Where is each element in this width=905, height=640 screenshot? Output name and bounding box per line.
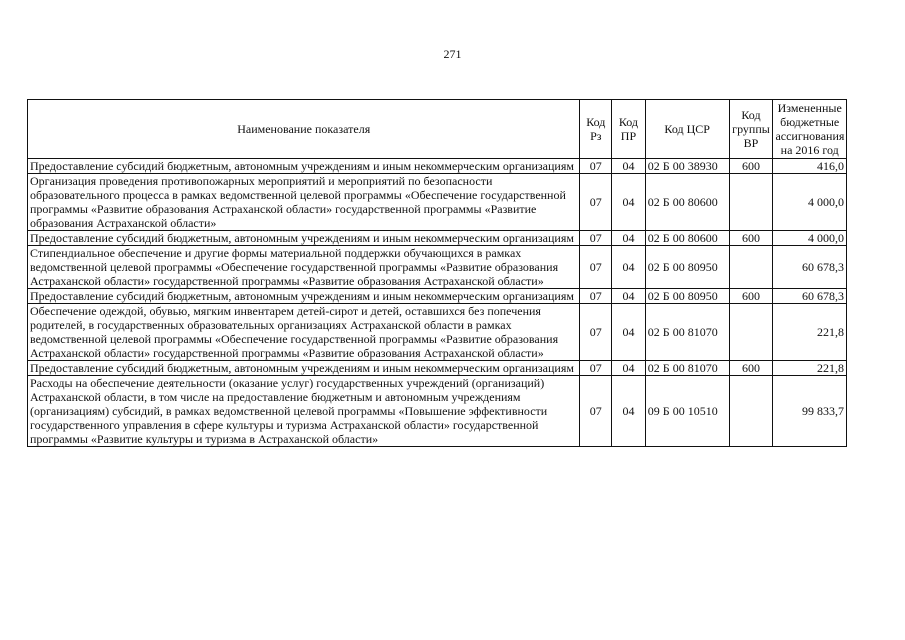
table-row <box>28 289 847 304</box>
header-name: Наименование показателя <box>28 100 580 159</box>
row-sum: 99 833,7 <box>773 376 847 447</box>
row-rz: 07 <box>580 231 612 246</box>
row-sum: 221,8 <box>773 361 847 376</box>
row-pr: 04 <box>612 376 646 447</box>
header-vr: Код группы ВР <box>729 100 773 159</box>
row-csr: 02 Б 00 38930 <box>645 159 729 174</box>
row-sum: 60 678,3 <box>773 246 847 289</box>
row-rz: 07 <box>580 289 612 304</box>
table-row <box>28 376 847 447</box>
row-name: Стипендиальное обеспечение и другие формы материальной поддержки обучающихся в рамках ведомственной целевой программы «Обеспечение государственной программы «Развитие образования Астраханской области» государственной программы «Развитие образования Астраханской области» <box>28 246 580 289</box>
row-csr: 02 Б 00 80600 <box>645 174 729 231</box>
row-rz: 07 <box>580 376 612 447</box>
row-csr: 02 Б 00 81070 <box>645 361 729 376</box>
row-pr: 04 <box>612 174 646 231</box>
row-name: Предоставление субсидий бюджетным, автономным учреждениям и иным некоммерческим организациям <box>28 289 580 304</box>
row-name: Организация проведения противопожарных мероприятий и мероприятий по безопасности образовательного процесса в рамках ведомственной целевой программы «Обеспечение государственной программы «Развитие образования Астраханской области» государственной программы «Развитие образования Астраханской области» <box>28 174 580 231</box>
row-vr: 600 <box>729 231 773 246</box>
row-sum: 4 000,0 <box>773 174 847 231</box>
row-name: Обеспечение одеждой, обувью, мягким инвентарем детей-сирот и детей, оставшихся без попечения родителей, в государственных образовательных организациях Астраханской области в рамках ведомственной целевой программы «Обеспечение государственной программы «Развитие образования Астраханской области» государственной программы «Развитие образования Астраханской области» <box>28 304 580 361</box>
header-csr: Код ЦСР <box>645 100 729 159</box>
table-row <box>28 246 847 289</box>
row-sum: 4 000,0 <box>773 231 847 246</box>
row-vr: 600 <box>729 289 773 304</box>
row-csr: 09 Б 00 10510 <box>645 376 729 447</box>
row-sum: 416,0 <box>773 159 847 174</box>
row-rz: 07 <box>580 361 612 376</box>
row-vr: 600 <box>729 361 773 376</box>
row-rz: 07 <box>580 246 612 289</box>
row-pr: 04 <box>612 361 646 376</box>
row-pr: 04 <box>612 304 646 361</box>
header-sum: Измененные бюджетные ассигнования на 2016 год <box>773 100 847 159</box>
row-vr: 600 <box>729 159 773 174</box>
row-name: Расходы на обеспечение деятельности (оказание услуг) государственных учреждений (организаций) Астраханской области, в том числе на предоставление бюджетным и автономным учреждениям (организациям) субсидий, в рамках ведомственной целевой программы «Повышение эффективности государственного управления в сфере культуры и туризма Астраханской области» государственной программы «Развитие культуры и туризма в Астраханской области» <box>28 376 580 447</box>
page-number: 271 <box>443 47 462 61</box>
row-rz: 07 <box>580 159 612 174</box>
row-name: Предоставление субсидий бюджетным, автономным учреждениям и иным некоммерческим организациям <box>28 361 580 376</box>
row-rz: 07 <box>580 174 612 231</box>
row-sum: 60 678,3 <box>773 289 847 304</box>
table-row <box>28 174 847 231</box>
row-name: Предоставление субсидий бюджетным, автономным учреждениям и иным некоммерческим организациям <box>28 231 580 246</box>
row-pr: 04 <box>612 246 646 289</box>
header-rz: Код Рз <box>580 100 612 159</box>
row-csr: 02 Б 00 80950 <box>645 289 729 304</box>
table-row <box>28 361 847 376</box>
row-csr: 02 Б 00 81070 <box>645 304 729 361</box>
table-header-row <box>28 100 847 159</box>
row-vr <box>729 376 773 447</box>
row-rz: 07 <box>580 304 612 361</box>
row-pr: 04 <box>612 289 646 304</box>
table-row <box>28 231 847 246</box>
row-vr <box>729 246 773 289</box>
row-name: Предоставление субсидий бюджетным, автономным учреждениям и иным некоммерческим организациям <box>28 159 580 174</box>
table-row <box>28 304 847 361</box>
row-pr: 04 <box>612 231 646 246</box>
row-csr: 02 Б 00 80950 <box>645 246 729 289</box>
row-csr: 02 Б 00 80600 <box>645 231 729 246</box>
row-vr <box>729 304 773 361</box>
budget-table <box>27 99 847 447</box>
row-sum: 221,8 <box>773 304 847 361</box>
header-pr: Код ПР <box>612 100 646 159</box>
row-vr <box>729 174 773 231</box>
table-row <box>28 159 847 174</box>
row-pr: 04 <box>612 159 646 174</box>
